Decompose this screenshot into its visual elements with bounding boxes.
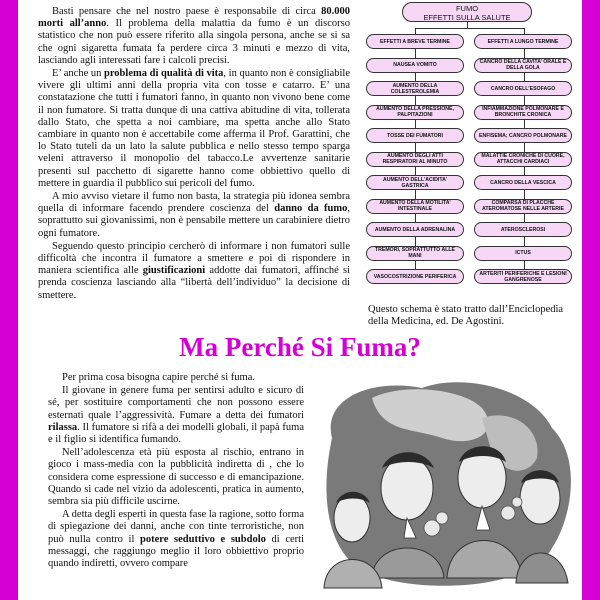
diagram-node-right: INFIAMMAZIONE POLMONARE E BRONCHITE CRONICA: [474, 105, 572, 120]
health-effects-diagram: [362, 0, 580, 300]
section-title: Ma Perché Si Fuma?: [179, 332, 421, 362]
section-bold-text: rilassa: [48, 421, 78, 433]
article-bold-text: danno da fumo: [274, 203, 348, 215]
section-paragraph: A detta degli esperti in questa fase la ragione, sotto forma di spiegazione dei danni, anche con tinte terroristiche, non può nulla contro il potere seduttivo e subdolo di certi messaggi, che raggiungo meglio il loro obbiettivo proprio quando indiretti, ovvero compare: [48, 509, 304, 570]
diagram-node-right: ICTUS: [474, 246, 572, 261]
smokers-illustration: [312, 378, 580, 590]
section-paragraph: Il giovane in genere fuma per sentirsi adulto e sicuro di sé, per sostituire comportamenti che non possono essere esternati quale l’aggressività. Fumare a detta dei fumatori rilassa. Il fumatore si rifà a dei modelli globali, il papà fuma e il figlio si identifica fumando.: [48, 385, 304, 446]
diagram-node-right: CANCRO DELL’ESOFAGO: [474, 81, 572, 96]
article-paragraph: E’ anche un problema di qualità di vita, in quanto non è consigliabile vivere gli ultimi anni della propria vita con tosse e catarro. E’ una constatazione che tutti i fumatori fanno, in quanto non vivono bene come il non fumatore. Si tratta dunque di una cattiva abitudine di vita, tollerata dallo Stato, che spetta a noi cambiare, ma spetta anche allo Stato cambiare in quanto non è accettabile come afferma il Prof. Garattini, che lo Stato tuteli da un lato la salute pubblica e nello stesso tempo sparga veleni attraverso il monopolio del tabacco.Le avvertenze sanitarie presenti sul pacchetto di sigarette hanno come obbiettivo quello di mettere in guardia il pubblico sui pericoli del fumo.: [38, 68, 350, 189]
diagram-title-line1: FUMO: [455, 4, 479, 13]
diagram-node-right: ARTERITI PERIFERICHE E LESIONI GANGRENOSE: [474, 269, 572, 284]
diagram-node-left: TREMORI, SOPRATTUTTO ALLE MANI: [366, 246, 464, 261]
diagram-title: [402, 2, 532, 22]
section-paragraph: Per prima cosa bisogna capire perché si fuma.: [62, 372, 256, 383]
diagram-node-left: AUMENTO DELLA COLESTEROLEMIA: [366, 81, 464, 96]
diagram-node-left: NAUSEA VOMITO: [366, 58, 464, 73]
diagram-node-left: AUMENTO DELLA PRESSIONE, PALPITAZIONI: [366, 105, 464, 120]
diagram-node-left: AUMENTO DEGLI ATTI RESPIRATORI AL MINUTO: [366, 152, 464, 167]
section-bold-text: potere seduttivo e subdolo: [140, 533, 266, 545]
diagram-node-right: EFFETTI A LUNGO TERMINE: [474, 34, 572, 49]
article-bold-text: problema di qualità di vita: [104, 68, 224, 80]
article-paragraph: A mio avviso vietare il fumo non basta, la strategia più idonea sembra quella di informare facendo prendere coscienza del danno da fumo, soprattutto sui giovanissimi, non è pensabile mettere un carabiniere dietro ogni fumatore.: [38, 191, 350, 239]
diagram-node-right: MALATTIE CRONICHE DI CUORE, ATTACCHI CARDIACI: [474, 152, 572, 167]
magenta-border-right: [582, 0, 600, 600]
section-paragraph: Nell’adolescenza età più esposta al rischio, entrano in gioco i mass-media con la pubblicità indiretta di , che lo considera come espressione di successo e di emancipazione. Quando si cade nel vizio da adolescenti, pratica in aumento, sembra sia più difficile uscirne.: [48, 447, 304, 508]
magenta-border-left: [0, 0, 18, 600]
article-paragraph: Basti pensare che nel nostro paese è responsabile di circa 80.000 morti all’anno. Il problema della malattia da fumo è un discorso statistico che non può essere riferito alla singola persona, anche se si sa che ogni sigaretta fumata fa perdere circa 3 minuti e mezzo di vita, lasciando agli interessati fare i calcoli precisi.: [38, 6, 350, 66]
article-column: [38, 6, 350, 303]
diagram-node-left: VASOCOSTRIZIONE PERIFERICA: [366, 269, 464, 284]
connector-line: [415, 28, 525, 29]
diagram-node-left: AUMENTO DELL’ACIDITA’ GASTRICA: [366, 175, 464, 190]
diagram-node-left: TOSSE DEI FUMATORI: [366, 128, 464, 143]
diagram-node-left: AUMENTO DELLA MOTILITA’ INTESTINALE: [366, 199, 464, 214]
diagram-node-right: ENFISEMA; CANCRO POLMONARE: [474, 128, 572, 143]
diagram-caption: Questo schema è stato tratto dall’Enciclopedia della Medicina, ed. De Agostini.: [368, 304, 564, 327]
article-bold-text: 80.000 morti all’anno: [38, 6, 350, 30]
diagram-node-left: AUMENTO DELLA ADRENALINA: [366, 222, 464, 237]
section-column: [48, 372, 304, 571]
diagram-node-right: CANCRO DELLA VESCICA: [474, 175, 572, 190]
diagram-node-right: COMPARSA DI PLACCHE ATEROMATOSE NELLE ARTERIE: [474, 199, 572, 214]
diagram-title-line2: EFFETTI SULLA SALUTE: [423, 13, 511, 22]
article-bold-text: giustificazioni: [142, 265, 206, 277]
diagram-node-right: CANCRO DELLA CAVITA’ ORALE E DELLA GOLA: [474, 58, 572, 73]
diagram-node-left: EFFETTI A BREVE TERMINE: [366, 34, 464, 49]
diagram-node-right: ATEROSCLEROSI: [474, 222, 572, 237]
article-paragraph: Seguendo questo principio cercherò di informare i non fumatori sulle difficoltà che incontra il fumatore a smettere e poi di rispondere in maniera scientifica alle giustificazioni addotte dai fumatori, affinché si prenda coscienza lasciando alla “libertà dell’individuo” la decisione di smettere.: [38, 240, 350, 301]
